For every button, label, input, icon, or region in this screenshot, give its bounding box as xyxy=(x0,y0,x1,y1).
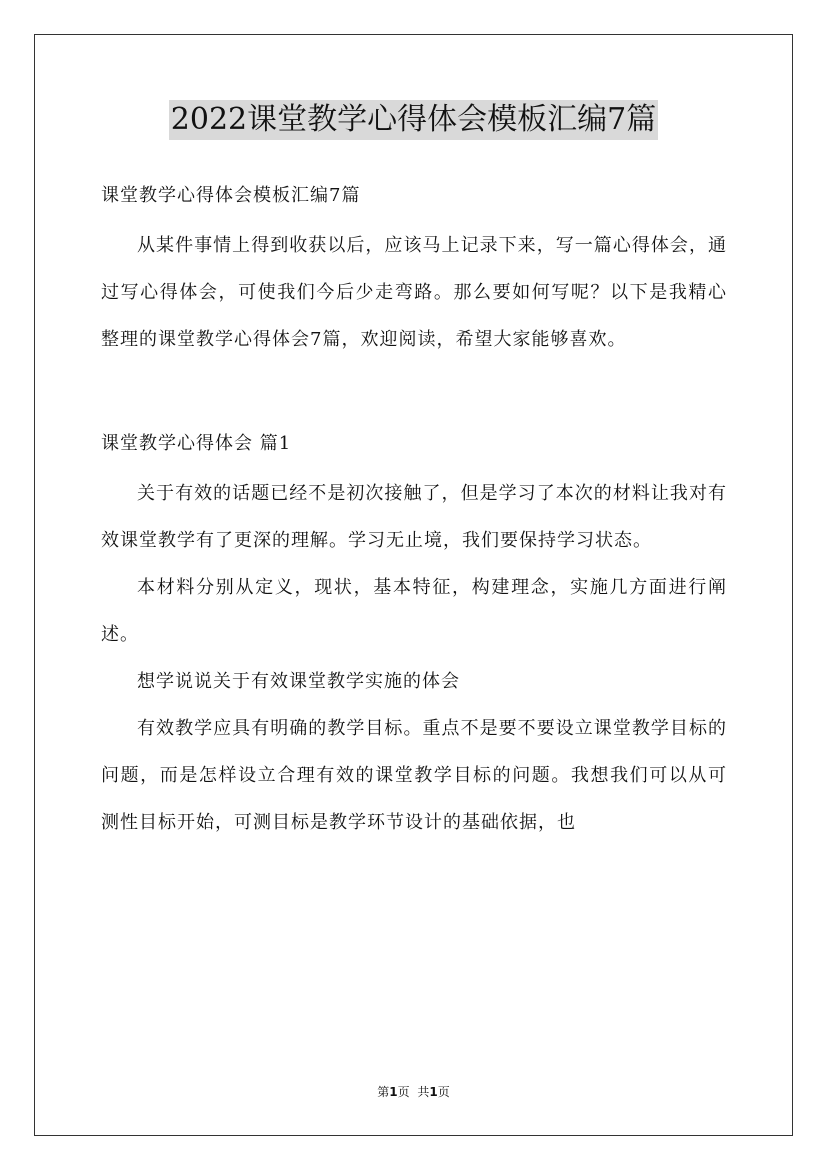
document-body xyxy=(101,172,727,846)
page-suffix: 页 xyxy=(397,1085,410,1099)
body-paragraph: 本材料分别从定义，现状，基本特征，构建理念，实施几方面进行阐述。 xyxy=(101,577,727,645)
page-footer xyxy=(0,1084,827,1100)
page-number: 1 xyxy=(389,1085,398,1099)
document-subtitle: 课堂教学心得体会模板汇编7篇 xyxy=(101,185,361,206)
body-paragraph: 有效教学应具有明确的教学目标。重点不是要不要设立课堂教学目标的问题，而是怎样设立合理有效的课堂教学目标的问题。我想我们可以从可测性目标开始，可测目标是教学环节设计的基础依据，也 xyxy=(101,718,727,833)
intro-paragraph: 从某件事情上得到收获以后，应该马上记录下来，写一篇心得体会，通过写心得体会，可使我们今后少走弯路。那么要如何写呢？以下是我精心整理的课堂教学心得体会7篇，欢迎阅读，希望大家能够喜欢。 xyxy=(101,235,727,350)
document-title: 2022课堂教学心得体会模板汇编7篇 xyxy=(169,100,658,140)
total-prefix: 共 xyxy=(417,1085,430,1099)
page-total: 1 xyxy=(429,1085,438,1099)
title-container xyxy=(0,100,827,140)
section-heading: 课堂教学心得体会 篇1 xyxy=(101,433,292,454)
body-paragraph: 想学说说关于有效课堂教学实施的体会 xyxy=(137,671,460,692)
page-prefix: 第 xyxy=(377,1085,390,1099)
body-paragraph: 关于有效的话题已经不是初次接触了，但是学习了本次的材料让我对有效课堂教学有了更深的理解。学习无止境，我们要保持学习状态。 xyxy=(101,483,727,551)
total-suffix: 页 xyxy=(437,1085,450,1099)
